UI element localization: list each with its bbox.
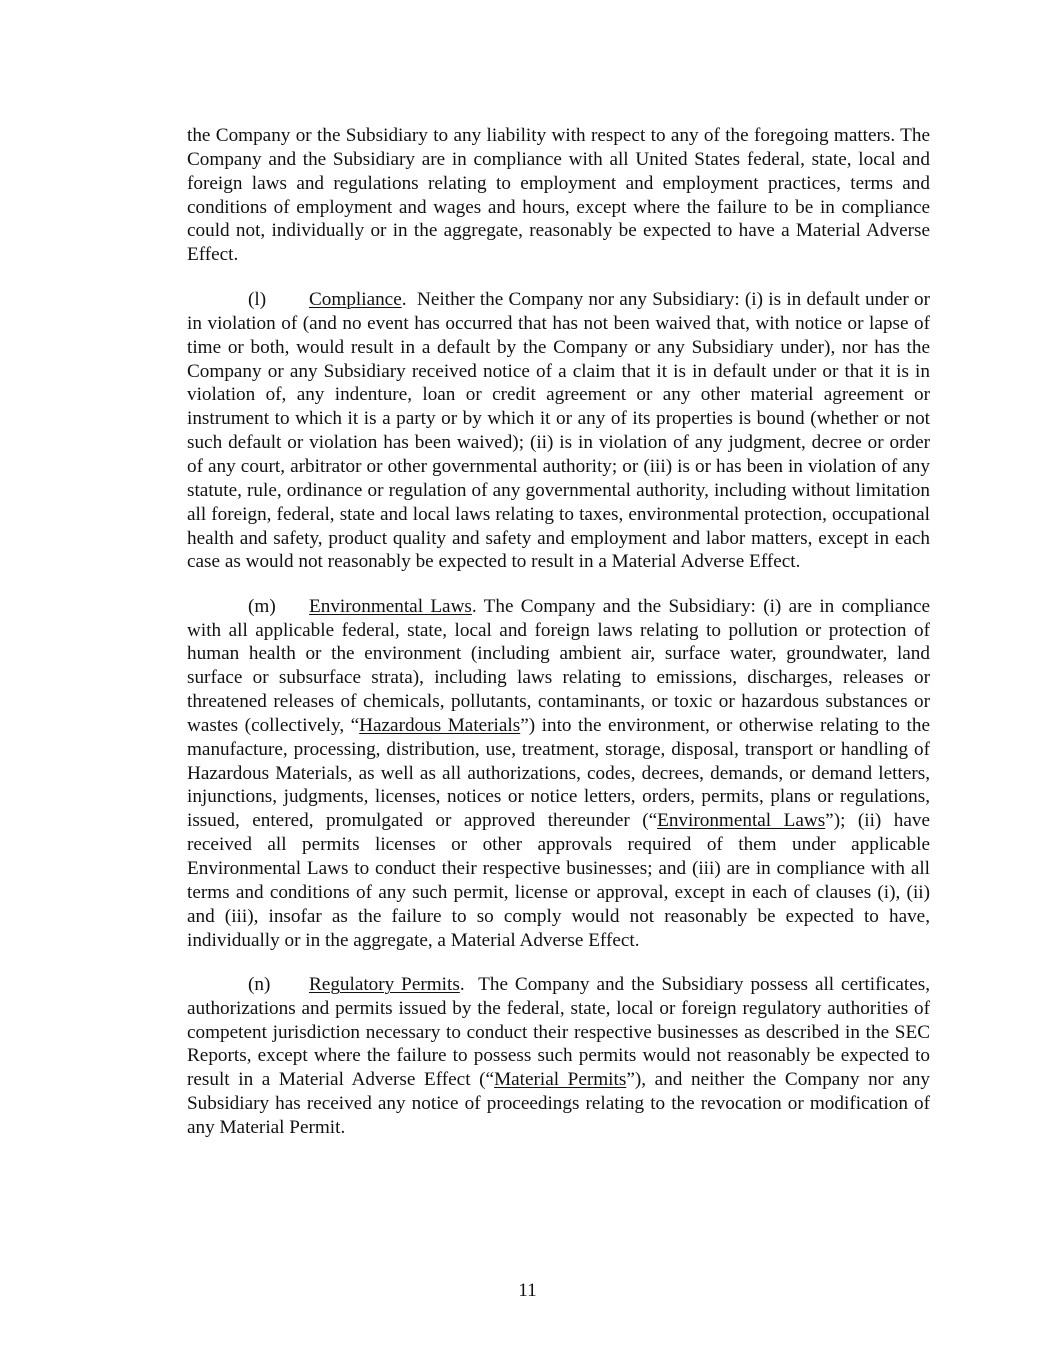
defined-term: Hazardous Materials	[359, 714, 521, 736]
section-heading: Compliance	[309, 289, 402, 311]
heading-punctuation: .	[459, 973, 465, 995]
section-n-regulatory-permits	[187, 973, 930, 1140]
section-label: (n)	[248, 973, 271, 995]
section-body-part: The Company and the Subsidiary possess all certificates, authorizations and permits issued by the federal, state, local or foreign regulatory authorities of competent jurisdiction necessary to conduct their respective businesses as described in the SEC Reports, except where the failure to possess such permits would not reasonably be expected to result in a Material Adverse Effect (“	[187, 973, 931, 1091]
section-body-part: ”) into the environment, or otherwise relating to the manufacture, processing, distribution, use, treatment, storage, disposal, transport or handling of Hazardous Materials, as well as all authorizations, codes, decrees, demands, or demand letters, injunctions, judgments, licenses, notices or notice letters, orders, permits, plans or regulations, issued, entered, promulgated or approved thereunder (“	[187, 714, 930, 832]
intro-paragraph: the Company or the Subsidiary to any liability with respect to any of the foregoing matters. The Company and the Subsidiary are in compliance with all United States federal, state, local and foreign laws and regulations relating to employment and employment practices, terms and conditions of employment and wages and hours, except where the failure to be in compliance could not, individually or in the aggregate, reasonably be expected to have a Material Adverse Effect.	[187, 125, 930, 266]
page-number: 11	[518, 1280, 537, 1301]
section-label: (m)	[248, 595, 276, 617]
section-heading: Environmental Laws	[309, 595, 472, 617]
section-heading: Regulatory Permits	[309, 973, 460, 995]
defined-term: Material Permits	[494, 1069, 627, 1091]
heading-punctuation: .	[401, 289, 407, 311]
defined-term: Environmental Laws	[657, 810, 826, 832]
section-l-compliance	[187, 288, 930, 574]
section-body-part: ”); (ii) have received all permits licenses or other approvals required of them under applicable Environmental Laws to conduct their respective businesses; and (iii) are in compliance with all terms and conditions of any such permit, license or approval, except in each of clauses (i), (ii) and (iii), insofar as the failure to so comply would not reasonably be expected to have, individually or in the aggregate, a Material Adverse Effect.	[187, 810, 931, 951]
heading-punctuation: .	[471, 595, 477, 617]
section-m-environmental-laws	[187, 595, 930, 953]
document-body	[187, 124, 930, 1160]
section-body: Neither the Company nor any Subsidiary: (i) is in default under or in violation of (and no event has occurred that has not been waived that, with notice or lapse of time or both, would result in a default by the Company or any Subsidiary under), nor has the Company or any Subsidiary received notice of a claim that it is in default under or that it is in violation of, any indenture, loan or credit agreement or any other material agreement or instrument to which it is a party or by which it or any of its properties is bound (whether or not such default or violation has been waived); (ii) is in violation of any judgment, decree or order of any court, arbitrator or other governmental authority; or (iii) is or has been in violation of any statute, rule, ordinance or regulation of any governmental authority, including without limitation all foreign, federal, state and local laws relating to taxes, environmental protection, occupational health and safety, product quality and safety and employment and labor matters, except in each case as would not reasonably be expected to result in a Material Adverse Effect.	[187, 289, 930, 573]
section-label: (l)	[248, 289, 267, 311]
section-body-part: ”), and neither the Company nor any Subsidiary has received any notice of proceedings relating to the revocation or modification of any Material Permit.	[187, 1069, 931, 1138]
section-body-part: The Company and the Subsidiary: (i) are in compliance with all applicable federal, state, local and foreign laws relating to pollution or protection of human health or the environment (including ambient air, surface water, groundwater, land surface or subsurface strata), including laws relating to emissions, discharges, releases or threatened releases of chemicals, pollutants, contaminants, or toxic or hazardous substances or wastes (collectively, “	[187, 595, 931, 736]
